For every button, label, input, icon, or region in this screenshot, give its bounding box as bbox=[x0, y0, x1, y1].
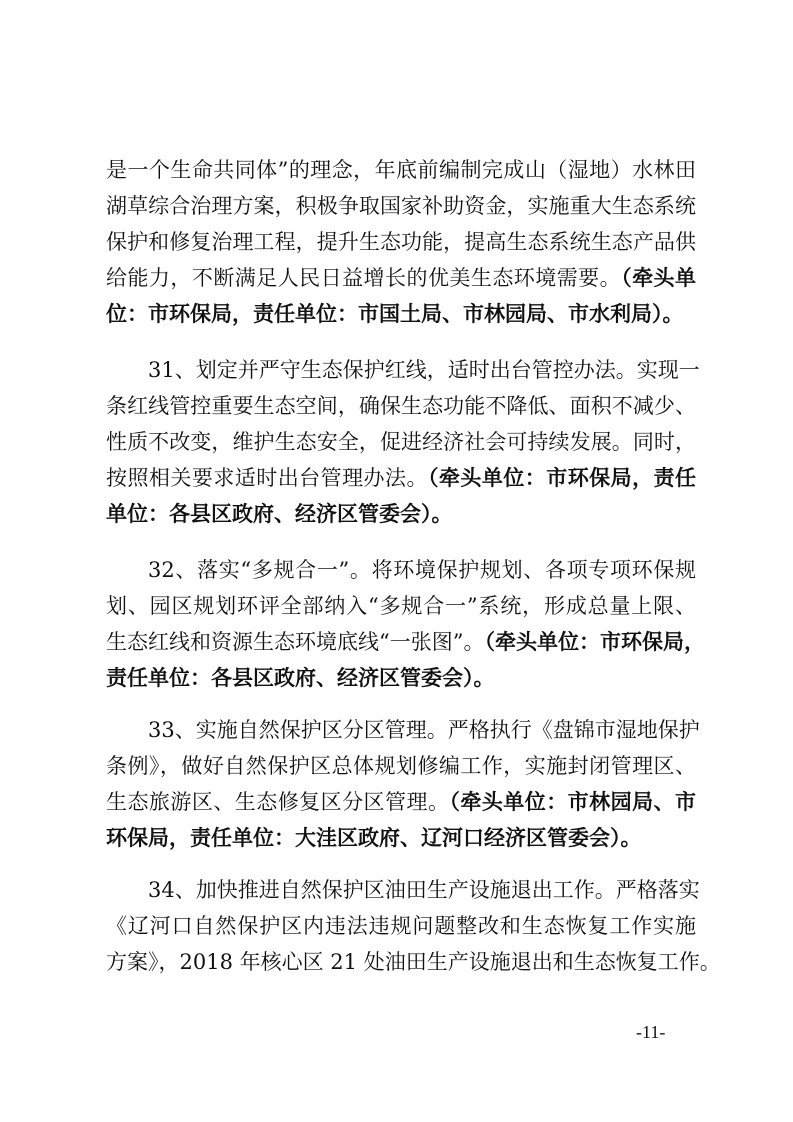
text-line bbox=[106, 712, 700, 748]
responsibility-note: （牵头单位：市林园局、市 bbox=[449, 790, 696, 814]
text-run: 给能力，不断满足人民日益增长的优美生态环境需要。 bbox=[106, 266, 622, 290]
responsibility-note: 位：市环保局，责任单位：市国土局、市林园局、市水利局）。 bbox=[106, 302, 684, 326]
text-line bbox=[106, 424, 696, 460]
text-line bbox=[106, 296, 696, 332]
text-line bbox=[106, 908, 696, 944]
text-line bbox=[106, 820, 696, 856]
text-line bbox=[106, 588, 696, 624]
text-run: 性质不改变，维护生态安全，促进经济社会可持续发展。同时， bbox=[106, 430, 696, 454]
paragraph-31 bbox=[106, 352, 700, 532]
responsibility-note: 单位：各县区政府、经济区管委会）。 bbox=[106, 502, 453, 526]
text-run: 32、落实“多规合一”。将环境保护规划、各项专项环保规 bbox=[148, 558, 696, 582]
text-line bbox=[106, 552, 696, 588]
paragraph-30 bbox=[106, 152, 696, 332]
text-run: 31、划定并严守生态保护红线，适时出台管控办法。实现一 bbox=[148, 358, 700, 382]
paragraph-33 bbox=[106, 712, 700, 856]
text-run: 生态旅游区、生态修复区分区管理。 bbox=[106, 790, 450, 814]
responsibility-note: （牵头单位：市环保局， bbox=[484, 630, 705, 654]
text-run: 《辽河口自然保护区内违法违规问题整改和生态恢复工作实施 bbox=[106, 914, 696, 938]
text-run: 保护和修复治理工程，提升生态功能，提高生态系统生态产品供 bbox=[106, 230, 696, 254]
text-line bbox=[106, 496, 696, 532]
paragraph-34 bbox=[106, 872, 721, 980]
responsibility-note: 环保局，责任单位：大洼区政府、辽河口经济区管委会）。 bbox=[106, 826, 642, 850]
text-run: 湖草综合治理方案，积极争取国家补助资金，实施重大生态系统 bbox=[106, 194, 696, 218]
page-number: -11- bbox=[636, 1022, 666, 1042]
text-run: 条红线管控重要生态空间，确保生态功能不降低、面积不减少、 bbox=[106, 394, 696, 418]
text-line bbox=[106, 660, 696, 696]
text-run: 条例》，做好自然保护区总体规划修编工作，实施封闭管理区、 bbox=[106, 754, 696, 778]
text-line bbox=[106, 260, 696, 296]
text-line bbox=[106, 460, 696, 496]
text-run: 按照相关要求适时出台管理办法。 bbox=[106, 466, 428, 490]
text-line bbox=[106, 624, 705, 660]
text-line bbox=[106, 352, 700, 388]
text-line bbox=[106, 944, 721, 980]
text-run: 生态红线和资源生态环境底线“一张图”。 bbox=[106, 630, 485, 654]
responsibility-note: （牵头单位：市环保局，责任 bbox=[427, 466, 697, 490]
text-line bbox=[106, 388, 696, 424]
text-run: 33、实施自然保护区分区管理。严格执行《盘锦市湿地保护 bbox=[148, 718, 700, 742]
text-run: 是一个生命共同体”的理念，年底前编制完成山（湿地）水林田 bbox=[106, 158, 696, 182]
text-run: 34、加快推进自然保护区油田生产设施退出工作。严格落实 bbox=[148, 878, 700, 902]
paragraph-32 bbox=[106, 552, 705, 696]
responsibility-note: 责任单位：各县区政府、经济区管委会）。 bbox=[106, 666, 495, 690]
text-line bbox=[106, 872, 700, 908]
text-line bbox=[106, 224, 696, 260]
text-line bbox=[106, 748, 696, 784]
responsibility-note: （牵头单 bbox=[621, 266, 696, 290]
text-line bbox=[106, 152, 696, 188]
text-run: 划、园区规划环评全部纳入“多规合一”系统，形成总量上限、 bbox=[106, 594, 696, 618]
text-run: 方案》，2018 年核心区 21 处油田生产设施退出和生态恢复工作。 bbox=[106, 950, 721, 974]
text-line bbox=[106, 784, 696, 820]
text-line bbox=[106, 188, 696, 224]
